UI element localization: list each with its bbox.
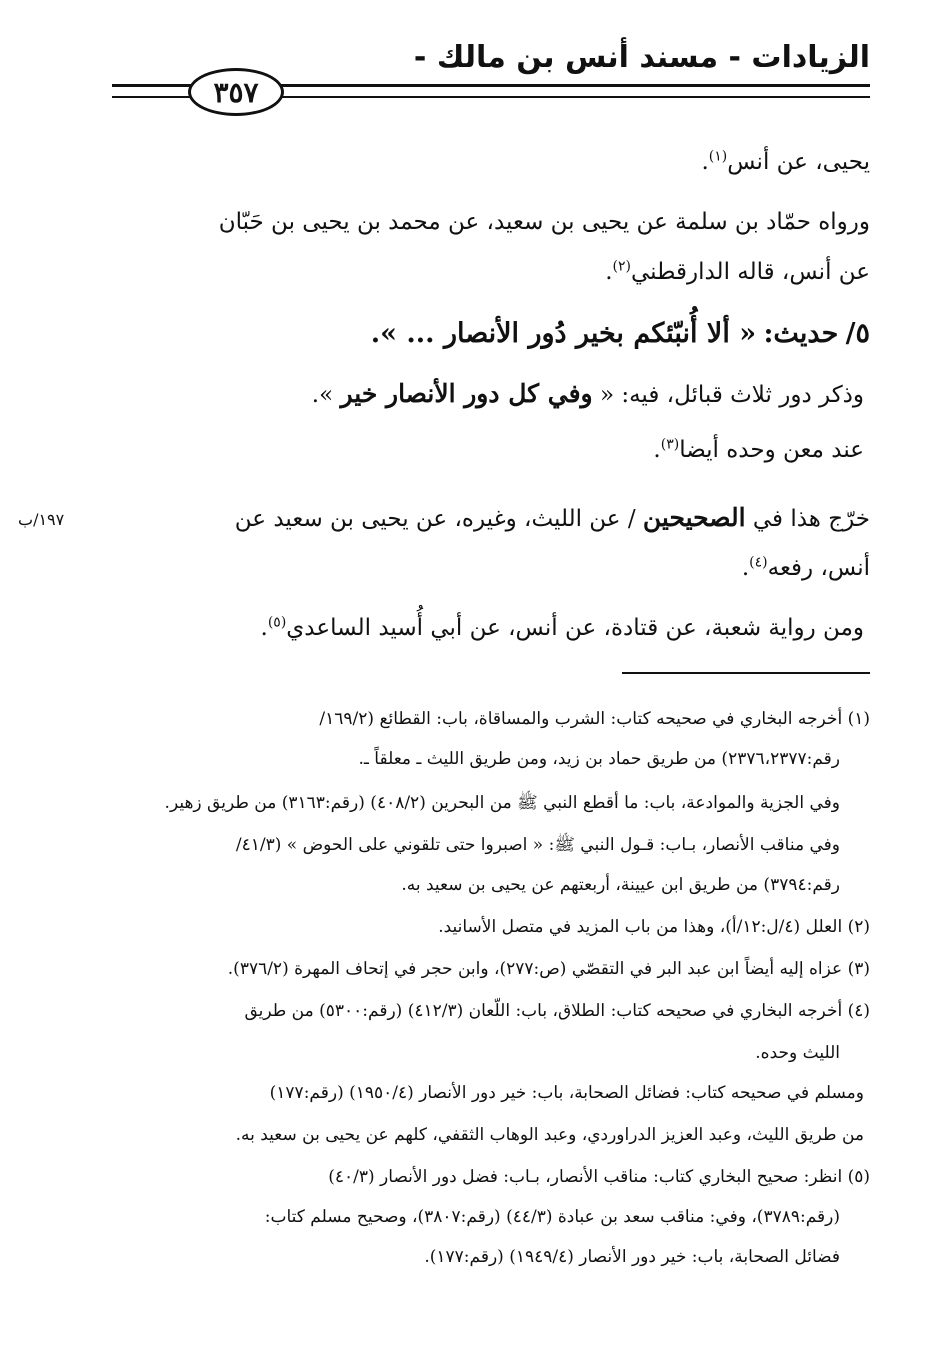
paragraph-2-line-1: ورواه حمّاد بن سلمة عن يحيى بن سعيد، عن محمد بن يحيى بن حَبّان xyxy=(218,209,870,235)
footnote-1-line-1: (١) أخرجه البخاري في صحيحه كتاب: الشرب والمساقاة، باب: القطائع (١٦٩/٢/ xyxy=(319,709,870,729)
margin-folio-note: ١٩٧/ب xyxy=(18,510,65,529)
paragraph-5-b: الصحيحين xyxy=(642,503,746,532)
paragraph-2-line-2: عن أنس، قاله الدارقطني$^{(٢)}$. xyxy=(605,258,870,285)
footnote-ref-5: (٥) xyxy=(267,614,287,631)
paragraph-5-line-2: أنس، رفعه$^{(٤)}$. xyxy=(741,554,870,581)
footnote-4-line-1: (٤) أخرجه البخاري في صحيحه كتاب: الطلاق، باب: اللّعان (٤١٢/٣) (رقم:٥٣٠٠) من طريق xyxy=(244,1001,870,1021)
footnote-1-line-2: رقم:٢٣٧٦،٢٣٧٧) من طريق حماد بن زيد، ومن طريق الليث ـ معلقاً ـ. xyxy=(358,749,840,769)
footnote-ref-4: (٤) xyxy=(749,554,768,571)
paragraph-1-text: يحيى، عن أنس xyxy=(727,149,870,175)
footnote-ref-1: (١) xyxy=(708,148,728,165)
hadith-text: « ألا أُنبّئكم بخير دُور الأنصار ... ». xyxy=(370,318,757,349)
page-number: ٣٥٧ xyxy=(188,68,284,116)
hadith-number: ٥/ xyxy=(845,318,870,349)
footnote-2: (٢) العلل (٤/ل:١٢/أ)، وهذا من باب المزيد في متصل الأسانيد. xyxy=(438,917,870,937)
paragraph-5-a: خرّج هذا في xyxy=(752,506,870,532)
footnote-5-line-2: (رقم:٣٧٨٩)، وفي: مناقب سعد بن عبادة (٤٤/٣) (رقم:٣٨٠٧)، وصحيح مسلم كتاب: xyxy=(264,1207,840,1227)
footnote-ref-2: (٢) xyxy=(612,258,632,275)
paragraph-3 xyxy=(108,378,864,411)
hadith-heading xyxy=(114,318,870,351)
footnote-1-line-3: وفي الجزية والموادعة، باب: ما أقطع النبي ﷺ من البحرين (٤٠٨/٢) (رقم:٣١٦٣) من طريق زهير. xyxy=(164,793,840,813)
paragraph-4-text: عند معن وحده أيضا xyxy=(679,437,864,463)
paragraph-3-lead: وذكر دور ثلاث قبائل، فيه: « xyxy=(599,382,864,408)
paragraph-5-line-2-text: أنس، رفعه xyxy=(767,555,870,581)
running-title: الزيادات - مسند أنس بن مالك - xyxy=(413,40,870,75)
footnote-5-line-3: فضائل الصحابة، باب: خير دور الأنصار (١٩٤٩/٤) (رقم:١٧٧). xyxy=(424,1247,840,1267)
paragraph-6: ومن رواية شعبة، عن قتادة، عن أنس، عن أبي أُسيد الساعدي$^{(٥)}$. xyxy=(260,614,864,641)
paragraph-3-bold: وفي كل دور الأنصار خير xyxy=(340,379,593,408)
paragraph-1: يحيى، عن أنس$^{(١)}$. xyxy=(701,148,870,175)
paragraph-5-line-1 xyxy=(114,502,870,535)
paragraph-5-c: / عن الليث، وغيره، عن يحيى بن سعيد عن xyxy=(234,506,636,532)
footnote-4-line-4: من طريق الليث، وعبد العزيز الدراوردي، وعبد الوهاب الثقفي، كلهم عن يحيى بن سعيد به. xyxy=(235,1125,864,1145)
footnote-5-line-1: (٥) انظر: صحيح البخاري كتاب: مناقب الأنصار، بـاب: فضل دور الأنصار (٤٠/٣) xyxy=(328,1167,870,1187)
paragraph-3-end: ». xyxy=(311,382,334,408)
footnote-3: (٣) عزاه إليه أيضاً ابن عبد البر في التقصّي (ص:٢٧٧)، وابن حجر في إتحاف المهرة (٣٧٦/٢). xyxy=(227,959,870,979)
footnote-ref-3: (٣) xyxy=(660,436,680,453)
hadith-label: حديث: xyxy=(763,318,839,349)
paragraph-2-text: عن أنس، قاله الدارقطني xyxy=(631,259,870,285)
footnote-separator xyxy=(622,672,870,674)
paragraph-6-text: ومن رواية شعبة، عن قتادة، عن أنس، عن أبي أُسيد الساعدي xyxy=(286,615,864,641)
footnote-1-line-4: وفي مناقب الأنصار، بـاب: قـول النبي ﷺ: « اصبروا حتى تلقوني على الحوض » (٤١/٣/ xyxy=(235,835,840,855)
footnote-1-line-5: رقم:٣٧٩٤) من طريق ابن عيينة، أربعتهم عن يحيى بن سعيد به. xyxy=(401,875,840,895)
footnote-4-line-3: ومسلم في صحيحه كتاب: فضائل الصحابة، باب: خير دور الأنصار (١٩٥٠/٤) (رقم:١٧٧) xyxy=(269,1083,864,1103)
footnote-4-line-2: الليث وحده. xyxy=(755,1043,840,1063)
paragraph-4: عند معن وحده أيضا$^{(٣)}$. xyxy=(653,436,864,463)
